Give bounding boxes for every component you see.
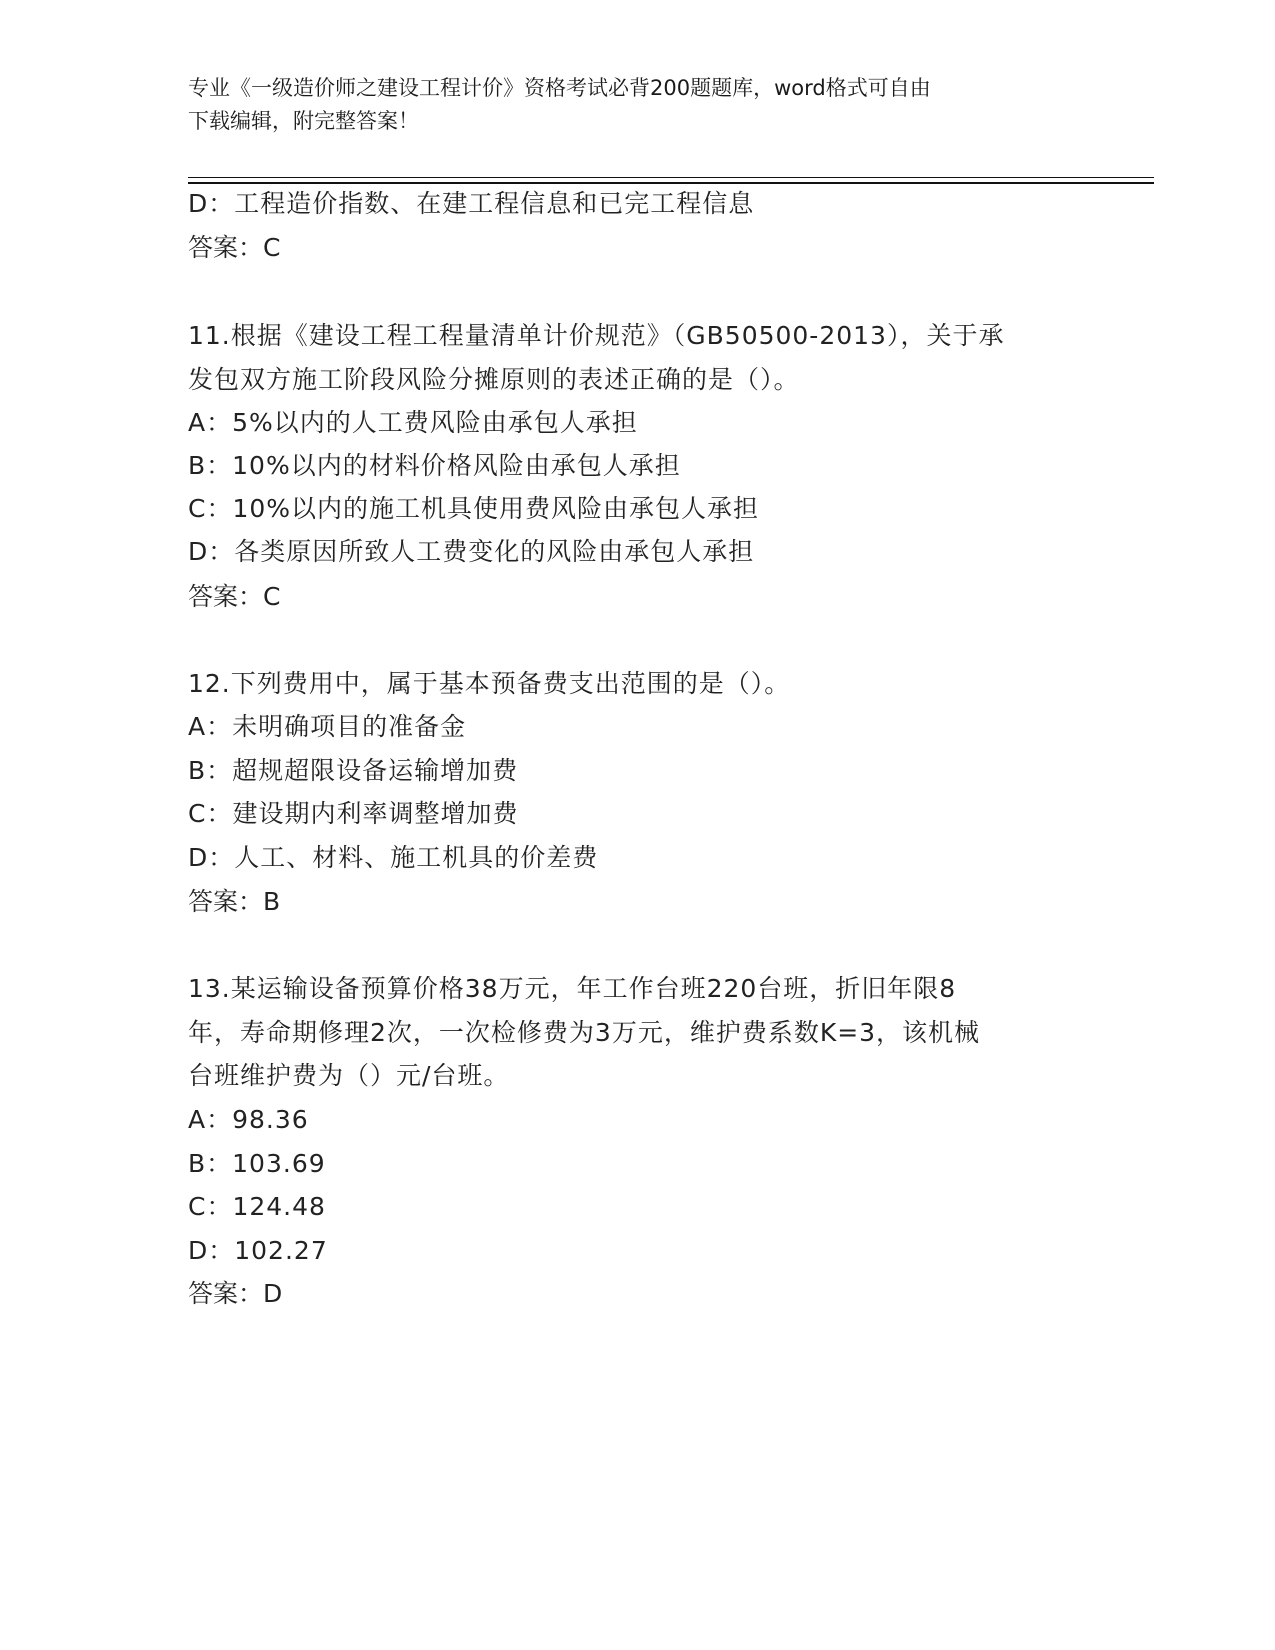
q13-stem-line-1: 13.某运输设备预算价格38万元，年工作台班220台班，折旧年限8 [188,974,957,1003]
q13-option-a: A：98.36 [188,1105,309,1134]
prev-option-d: D：工程造价指数、在建工程信息和已完工程信息 [188,189,755,218]
q12-option-d: D：人工、材料、施工机具的价差费 [188,843,599,872]
q13-option-c: C：124.48 [188,1192,326,1221]
q11-stem-line-1: 11.根据《建设工程工程量清单计价规范》（GB50500-2013），关于承 [188,321,1005,350]
q12-option-c: C：建设期内利率调整增加费 [188,799,519,828]
prev-answer: 答案：C [188,233,281,262]
header-divider-thin [188,177,1154,178]
q12-option-a: A：未明确项目的准备金 [188,712,467,741]
document-header [188,72,1088,138]
q12-answer: 答案：B [188,887,281,916]
q11-option-a: A：5%以内的人工费风险由承包人承担 [188,408,638,437]
q12-option-b: B：超规超限设备运输增加费 [188,756,519,785]
q13-answer: 答案：D [188,1279,283,1308]
header-line-2: 下载编辑，附完整答案！ [188,109,419,133]
q13-option-d: D：102.27 [188,1236,328,1265]
q11-option-c: C：10%以内的施工机具使用费风险由承包人承担 [188,494,760,523]
header-divider-thick [188,182,1154,184]
q11-answer: 答案：C [188,582,281,611]
q11-option-d: D：各类原因所致人工费变化的风险由承包人承担 [188,537,755,566]
q13-stem-line-3: 台班维护费为（）元/台班。 [188,1061,510,1090]
q11-stem-line-2: 发包双方施工阶段风险分摊原则的表述正确的是（）。 [188,365,800,394]
q13-option-b: B：103.69 [188,1149,326,1178]
q13-stem-line-2: 年，寿命期修理2次，一次检修费为3万元，维护费系数K=3，该机械 [188,1018,981,1047]
q12-stem-line-1: 12.下列费用中，属于基本预备费支出范围的是（）。 [188,669,791,698]
header-line-1: 专业《一级造价师之建设工程计价》资格考试必背200题题库，word格式可自由 [188,76,931,100]
q11-option-b: B：10%以内的材料价格风险由承包人承担 [188,451,681,480]
